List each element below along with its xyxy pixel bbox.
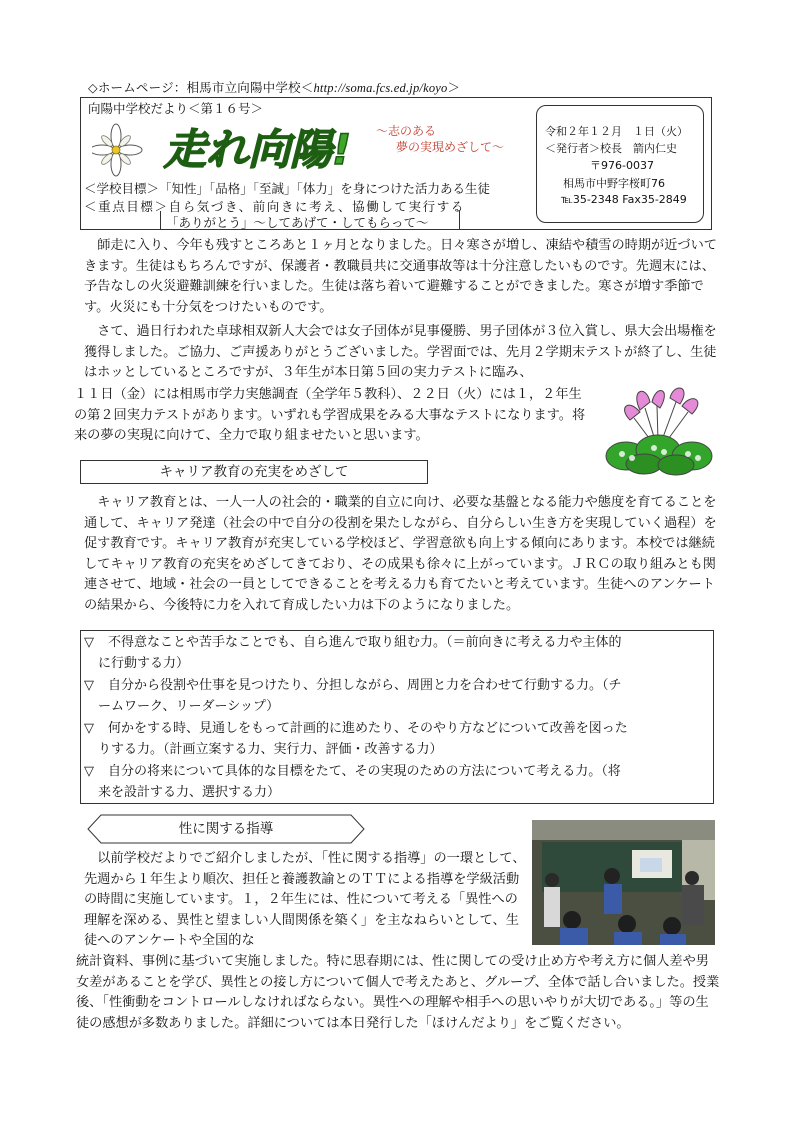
career-ability-4: ▽ 自分の将来について具体的な目標をたて、その実現のための方法について考える力。（将 来を設計する力、選択する力） xyxy=(84,764,621,800)
issuer: ＜発行者＞校長 箭内仁史 xyxy=(545,142,677,155)
newsletter-logo xyxy=(92,122,372,178)
cyclamen-illustration xyxy=(600,380,718,476)
sex-ed-paragraph-2: 統計資料、事例に基づいて実施しました。特に思春期には、性に関しての受け止め方や考え方に個人差や男女差があることを学び、異性との接し方について個人で考えたあと、グループ、全体で話し合いました。授業後、「性衝動をコントロールしなければならない。異性への理解や相手への思いやりが大切である。」等の生徒の感想が多数ありました。詳細については本日発行した「ほけんだより」をご覧ください。 xyxy=(76,954,720,1031)
career-ability-3: ▽ 何かをする時、見通しをもって計画的に進めたり、そのやり方などについて改善を図った りする力。（計画立案する力、実行力、評価・改善する力） xyxy=(84,721,628,757)
postal-code: 〒976-0037 xyxy=(590,159,654,172)
phone-fax: ℡35-2348 Fax35-2849 xyxy=(561,193,687,206)
homepage-line xyxy=(88,78,460,96)
sex-ed-section-title: 性に関する指導 xyxy=(87,814,365,844)
classroom-photo xyxy=(532,820,715,945)
school-address: 相馬市中野字桜町76 xyxy=(563,177,665,190)
homepage-label: ◇ホームページ：相馬市立向陽中学校＜ xyxy=(88,80,314,95)
intro-paragraph-2b: １１日（金）には相馬市学力実態調査（全学年５教科）、２２日（火）には１，２年生の第２回実力テストがあります。いずれも学習成果をみる大事なテストになります。将来の夢の実現に向けて、全力で取り組ませたいと思います。 xyxy=(74,387,586,443)
focus-goal: ＜重点目標＞自ら気づき、前向きに考え、協働して実行する xyxy=(84,199,465,214)
career-ability-2: ▽ 自分から役割や仕事を見つけたり、分担しながら、周囲と力を合わせて行動する力。（チ ームワーク、リーダーシップ） xyxy=(84,678,622,714)
homepage-suffix: ＞ xyxy=(447,80,461,95)
homepage-url[interactable]: http://soma.fcs.ed.jp/koyo xyxy=(313,81,448,95)
issue-date: 令和２年１２月 １日（火） xyxy=(545,125,688,138)
logo-title: 走れ向陽! xyxy=(164,125,352,174)
slogan-line-1: ～志のある xyxy=(376,124,437,138)
career-section-title: キャリア教育の充実をめざして xyxy=(80,460,428,484)
slogan-line-2: 夢の実現めざして～ xyxy=(396,140,505,154)
cross-flower-icon xyxy=(92,124,142,176)
intro-paragraph-2a: さて、過日行われた卓球相双新人大会では女子団体が見事優勝、男子団体が３位入賞し、県大会出場権を獲得しました。ご協力、ご声援ありがとうございました。学習面では、先月２学期末テストが終了し、生徒はホッとしているところですが、３年生が本日第５回の実力テストに臨み、 xyxy=(84,324,717,380)
intro-paragraph-1: 師走に入り、今年も残すところあと１ヶ月となりました。日々寒さが増し、凍結や積雪の時期が近づいてきます。生徒はもちろんですが、保護者・教職員共に交通事故等は十分注意したいものです。先週末には、予告なしの火災避難訓練を行いました。生徒は落ち着いて避難することができました。寒さが増す季節です。火災にも十分気をつけたいものです。 xyxy=(84,238,717,315)
career-ability-1: ▽ 不得意なことや苦手なことでも、自ら進んで取り組む力。（＝前向きに考える力や主体的 に行動する力） xyxy=(84,635,622,671)
career-paragraph: キャリア教育とは、一人一人の社会的・職業的自立に向け、必要な基盤となる能力や態度を育てることを通して、キャリア発達（社会の中で自分の役割を果たしながら、自分らしい生き方を実現していく過程）を促す教育です。キャリア教育が充実している学校ほど、学習意欲も向上する傾向にあります。本校では継続してキャリア教育の充実をめざしてきており、その成果も徐々に上がっています。ＪＲＣの取り組みとも関連させて、地域・社会の一員としてできることを考える力も育てたいと考えています。生徒へのアンケートの結果から、今後特に力を入れて育成したい力は下のようになりました。 xyxy=(84,495,717,613)
slogan xyxy=(376,123,504,155)
newsletter-issue: 向陽中学校だより＜第１６号＞ xyxy=(88,101,264,116)
school-goal: ＜学校目標＞「知性」「品格」「至誠」「体力」を身につけた活力ある生徒 xyxy=(84,181,491,196)
sex-ed-paragraph-1: 以前学校だよりでご紹介しましたが、「性に関する指導」の一環として、先週から１年生より順次、担任と養護教諭とのＴＴによる指導を学級活動の時間に実施しています。１，２年生には、性について考える「異性への理解を深める、異性と望ましい人間関係を築く」を主なねらいとして、生徒へのアンケートや全国的な xyxy=(84,851,526,948)
motto: 「ありがとう」～してあげて・してもらって～ xyxy=(166,215,429,230)
